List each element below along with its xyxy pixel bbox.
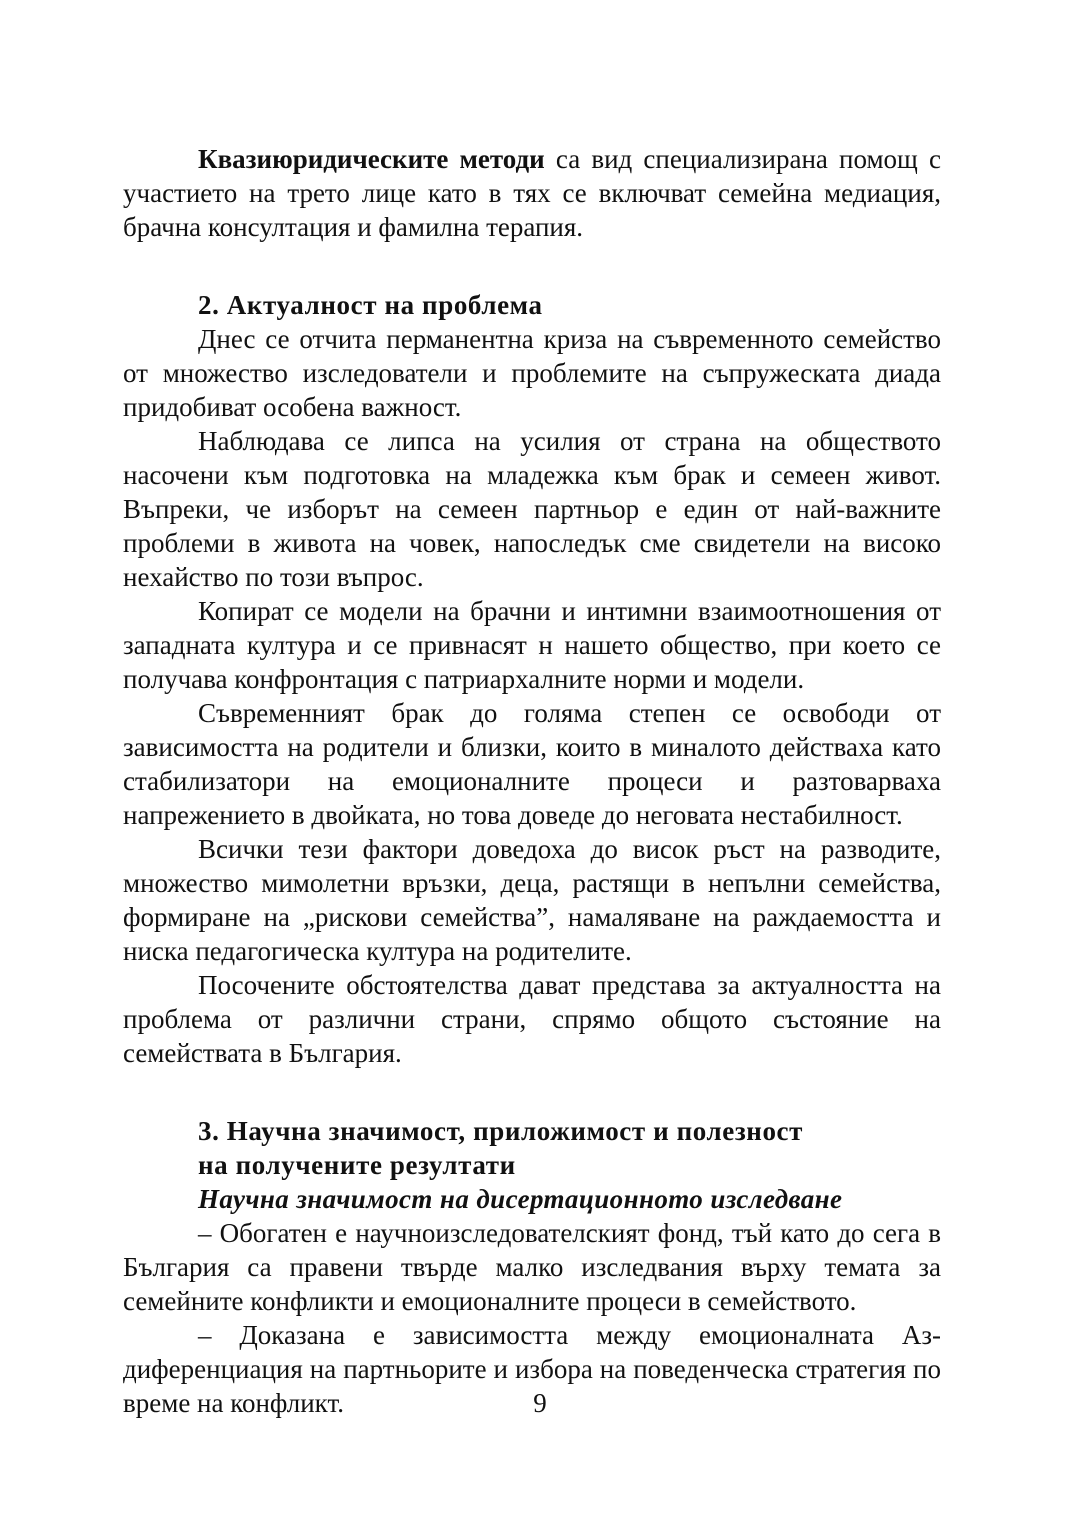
section-3-heading-line-1: 3. Научна значимост, приложимост и полезност bbox=[198, 1116, 803, 1146]
section-2 bbox=[123, 288, 941, 1070]
paragraph: Днес се отчита перманентна криза на съвременното семейство от множество изследователи и проблемите на съпружеската диада придобиват особена важност. bbox=[123, 324, 941, 422]
section-3 bbox=[123, 1114, 941, 1420]
paragraph: Посочените обстоятелства дават представа за актуалността на проблема от различни страни, спрямо общото състояние на семействата в България. bbox=[123, 970, 941, 1068]
intro-lead-term: Квазиюридическите методи bbox=[198, 144, 545, 174]
paragraph: Съвременният брак до голяма степен се освободи от зависимостта на родители и близки, които в миналото действаха като стабилизатори на емоционалните процеси и разтоварваха напрежението в двойката, но това доведе до неговата нестабилност. bbox=[123, 698, 941, 830]
paragraph: Наблюдава се липса на усилия от страна на обществото насочени към подготовка на младежка към брак и семеен живот. Въпреки, че изборът на семеен партньор е един от най-важните проблеми в живота на човек, напоследък сме свидетели на високо нехайство по този въпрос. bbox=[123, 426, 941, 592]
paragraph: Копират се модели на брачни и интимни взаимоотношения от западната култура и се привнасят н нашето общество, при което се получава конфронтация с патриархалните норми и модели. bbox=[123, 596, 941, 694]
intro-text: са вид специализирана помощ с участието на трето лице като в тях се включват семейна медиация, брачна консултация и фамилна терапия. bbox=[123, 144, 941, 242]
paragraph: – Обогатен е научноизследователският фонд, тъй като до сега в България са правени твърде малко изследвания върху темата за семейните конфликти и емоционалните процеси в семейството. bbox=[123, 1218, 941, 1316]
page-number: 9 bbox=[533, 1388, 547, 1418]
intro-paragraph bbox=[123, 142, 941, 244]
section-3-subheading: Научна значимост на дисертационното изследване bbox=[198, 1184, 843, 1214]
paragraph: Всички тези фактори доведоха до висок ръст на разводите, множество мимолетни връзки, деца, растящи в непълни семейства, формиране на „рискови семейства”, намаляване на раждаемостта и ниска педагогическа култура на родителите. bbox=[123, 834, 941, 966]
page-body bbox=[123, 142, 941, 1420]
paragraph: – Доказана е зависимостта между емоционалната Аз-диференциация на партньорите и избора на поведенческа стратегия по време на конфликт. bbox=[123, 1320, 941, 1418]
section-3-heading-line-2: на получените резултати bbox=[198, 1150, 516, 1180]
section-2-heading: 2. Актуалност на проблема bbox=[198, 290, 543, 320]
